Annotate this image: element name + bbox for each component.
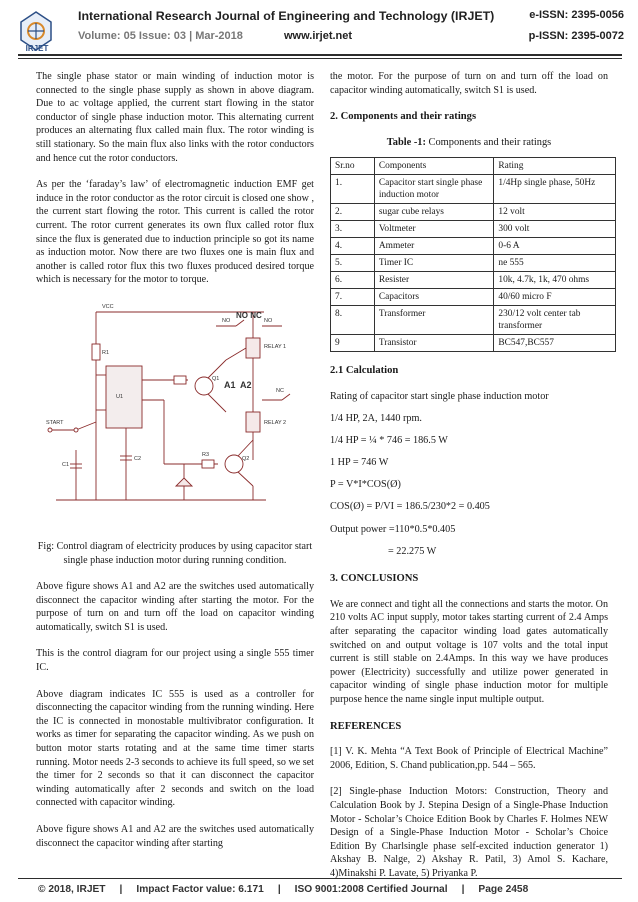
label-r3: R3 [202, 451, 210, 458]
table-cell: Ammeter [374, 238, 494, 255]
table-cell: Timer IC [374, 255, 494, 272]
logo-text: IRJET [25, 44, 49, 53]
table-cell: 10k, 4.7k, 1k, 470 ohms [494, 272, 616, 289]
table-header-cell: Sr.no [331, 158, 375, 175]
table-header-cell: Components [374, 158, 494, 175]
right-column [330, 70, 608, 894]
section-heading: REFERENCES [330, 720, 402, 732]
label-ic: U1 [116, 393, 124, 400]
calc-line: 1/4 HP, 2A, 1440 rpm. [330, 413, 422, 425]
table-cell: 9 [331, 335, 375, 352]
label-a2: A2 [240, 379, 252, 390]
label-c1: C1 [62, 461, 70, 468]
impact-factor: Impact Factor value: 6.171 [136, 884, 264, 895]
page-header [0, 0, 638, 62]
label-c2: C2 [134, 455, 142, 462]
table-cell: 5. [331, 255, 375, 272]
table-cell: BC547,BC557 [494, 335, 616, 352]
header-divider-thin [18, 58, 622, 59]
table-row [331, 272, 616, 289]
label-a1: A1 [224, 379, 236, 390]
separator: | [277, 884, 281, 895]
table-cell: Resister [374, 272, 494, 289]
table-header-cell: Rating [494, 158, 616, 175]
iso-cert: ISO 9001:2008 Certified Journal [294, 884, 448, 895]
table-cell: 3. [331, 221, 375, 238]
table-cell: sugar cube relays [374, 204, 494, 221]
volume-issue: Volume: 05 Issue: 03 | Mar-2018 [78, 30, 243, 42]
paragraph: We are connect and tight all the connections and starts the motor. On 210 volts AC input supply, motor takes starting current of 2.4 Amps after separating the capacitor winding load gates automatically switched on and output voltage is 107 volts and the total input current is still stable on 2.4Amps. In this way we have produces power (Electricity) successfully and utilize power generated in capacitor winding of single phase induction motor for multiple purpose hence the name single input multiple output. [330, 598, 608, 705]
table-cell: 8. [331, 306, 375, 335]
left-column [36, 70, 314, 863]
page-number: Page 2458 [478, 884, 529, 895]
label-nc3: NC [276, 387, 284, 394]
table-row [331, 289, 616, 306]
label-r1: R1 [102, 349, 110, 356]
label-relay1: RELAY 1 [264, 343, 287, 350]
paragraph: Above figure shows A1 and A2 are the switches used automatically disconnect the capacitor winding after starting [36, 824, 314, 849]
table-cell: 12 volt [494, 204, 616, 221]
paragraph: Above figure shows A1 and A2 are the switches used automatically disconnect the capacitor winding after starting the motor. For the purpose of turn on and turn off the load on capacitor winding automatically, switch S1 is used. [36, 581, 314, 633]
reference: [2] Single-phase Induction Motors: Construction, Theory and Calculation Book by J. Stepina Design of a Single-Phase Induction Motor - Scholar’s Choice Edition Book by Charles F. Holmes NEW Design of a Single-Phase Induction Motor - Scholar’s Choice Edition By Charlsingle phase self-excited induction generator 1) Akshay B. Nalge, 2) Akshay R. Patil, 3) Amol S. Kachare, 4)Minakshi P. Lavate, 5) Priyanka P. [330, 786, 608, 879]
table-cell: 1. [331, 175, 375, 204]
label-no: NO [222, 317, 231, 324]
label-relay2: RELAY 2 [264, 419, 287, 426]
table-cell: Transformer [374, 306, 494, 335]
separator: | [119, 884, 123, 895]
calc-line: Rating of capacitor start single phase induction motor [330, 390, 549, 402]
table-title-text: Components and their ratings [425, 136, 552, 148]
circuit-diagram [36, 300, 314, 526]
table-cell: 230/12 volt center tab transformer [494, 306, 616, 335]
label-no2: NO [264, 317, 273, 324]
components-table [330, 157, 616, 352]
paragraph: The single phase stator or main winding of induction motor is connected to the single phase supply as shown in above diagram. Due to ac voltage applied, the current start flowing in the stator conductor of single phase induction motor. This alternating current produces an alternating flux called main flux. The rotor winding is still stationary. So the main flux also links with the rotor conductors and hence cut the rotor conductors. [36, 71, 314, 164]
table-cell: 1/4Hp single phase, 50Hz [494, 175, 616, 204]
table-cell: Voltmeter [374, 221, 494, 238]
label-q1: Q1 [212, 375, 220, 382]
paragraph: the motor. For the purpose of turn on and turn off the load on capacitor winding automatically, switch S1 is used. [330, 71, 608, 96]
table-row [331, 204, 616, 221]
label-nc: NO NC [236, 310, 262, 320]
footer-divider [18, 878, 622, 879]
table-cell: 2. [331, 204, 375, 221]
paragraph: Above diagram indicates IC 555 is used as a controller for disconnecting the capacitor winding from the running winding. Here the IC is connected in monostable multivibrator configuration. It works as timer for separating the capacitor winding. As we push on button motor starts rotating and at the same time timer starts running. Motor needs 2-3 seconds to achieve its full speed, so we set the timer for 2 seconds so that it can disconnect the capacitor winding automatically after 2 seconds and switch on the load connected with capacitor winding. [36, 688, 314, 809]
calc-result: = 22.275 W [388, 545, 437, 557]
table-row [331, 335, 616, 352]
table-cell: 300 volt [494, 221, 616, 238]
header-divider [18, 54, 622, 56]
calc-line: P = V*I*COS(Ø) [330, 479, 401, 491]
calc-line: COS(Ø) = P/VI = 186.5/230*2 = 0.405 [330, 501, 490, 513]
label-start: START [46, 419, 64, 426]
pissn: p-ISSN: 2395-0072 [528, 30, 624, 42]
table-row [331, 255, 616, 272]
paragraph: This is the control diagram for our project using a single 555 timer IC. [36, 648, 314, 674]
table-cell: 4. [331, 238, 375, 255]
figure-caption: Fig: Control diagram of electricity produces by using capacitor start single phase induction motor during running condition. [37, 540, 313, 566]
label-vcc: VCC [102, 303, 114, 310]
table-cell: 40/60 micro F [494, 289, 616, 306]
table-title [330, 136, 608, 150]
label-q2: Q2 [242, 455, 250, 462]
table-row [331, 306, 616, 335]
table-cell: ne 555 [494, 255, 616, 272]
table-cell: 6. [331, 272, 375, 289]
page-footer [38, 884, 528, 895]
table-cell: Capacitors [374, 289, 494, 306]
calc-line: Output power =110*0.5*0.405 [330, 523, 456, 535]
paragraph: As per the ‘faraday’s law’ of electromagnetic induction EMF get induce in the rotor conductor as the rotor circuit is closed one show , the current start flowing the rotor. This current is called the rotor current. The rotor current generates its own flux called rotor flux since the flux is generated due to induction principle so got its name as induction motor. Now there are two fluxes one is main flux and another is called rotor flux this two fluxes produced desired torque which is necessary for the motor to torque. [36, 179, 314, 286]
separator: | [461, 884, 465, 895]
eissn: e-ISSN: 2395-0056 [529, 9, 624, 21]
table-row [331, 221, 616, 238]
table-title-label: Table -1: [386, 136, 426, 148]
section-heading: 2.1 Calculation [330, 365, 399, 377]
calc-line: 1/4 HP = ¼ * 746 = 186.5 W [330, 435, 448, 447]
copyright: © 2018, IRJET [38, 884, 106, 895]
journal-url[interactable]: www.irjet.net [284, 30, 353, 42]
calc-line: 1 HP = 746 W [330, 457, 389, 469]
section-heading: 2. Components and their ratings [330, 111, 477, 123]
circuit-diagram-icon [36, 300, 314, 526]
table-cell: Capacitor start single phase induction motor [374, 175, 494, 204]
table-cell: 0-6 A [494, 238, 616, 255]
table-cell: Transistor [374, 335, 494, 352]
table-row [331, 175, 616, 204]
table-cell: 7. [331, 289, 375, 306]
reference: [1] V. K. Mehta “A Text Book of Principle of Electrical Machine” 2006, Edition, S. Chand publication,pp. 544 – 565. [330, 746, 608, 771]
table-row [331, 238, 616, 255]
section-heading: 3. CONCLUSIONS [330, 573, 419, 585]
table-header-row [331, 158, 616, 175]
journal-title: International Research Journal of Engineering and Technology (IRJET) [78, 9, 495, 23]
